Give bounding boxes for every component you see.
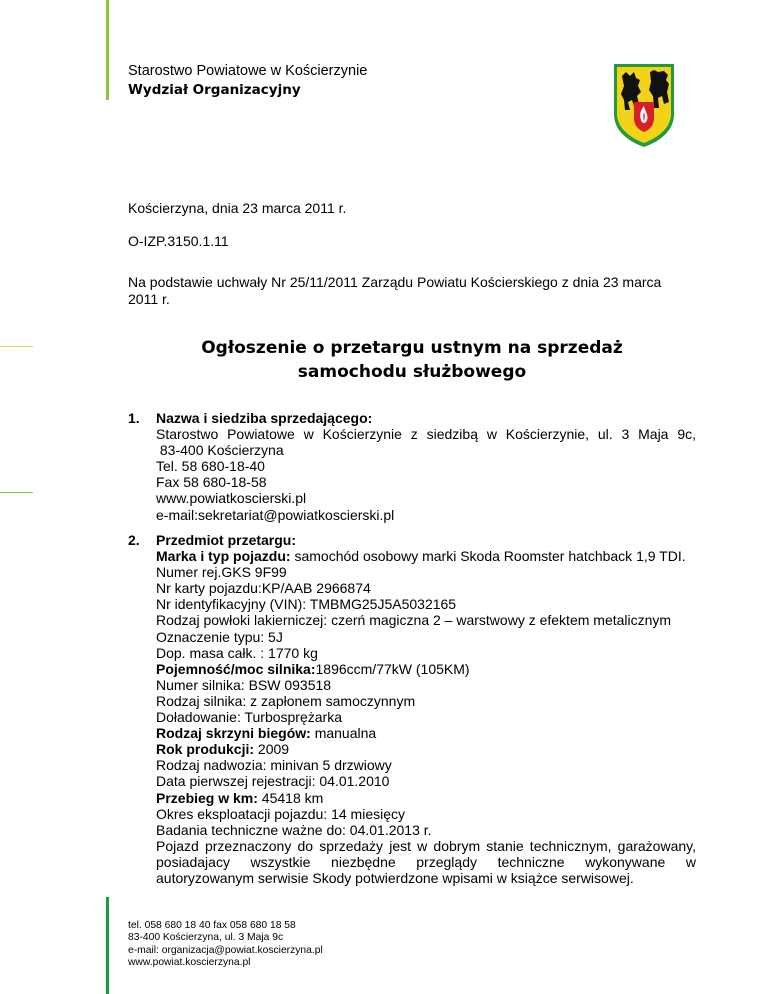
letterhead bbox=[128, 62, 367, 100]
document-date: Kościerzyna, dnia 23 marca 2011 r. bbox=[128, 200, 347, 216]
office-name: Starostwo Powiatowe w Kościerzynie bbox=[128, 63, 368, 79]
condition-line-3: autoryzowanym serwisie Skody potwierdzone wpisami w książce serwisowej. bbox=[156, 869, 634, 886]
document-title bbox=[128, 336, 696, 384]
field-label: Marka i typ pojazdu: bbox=[156, 548, 291, 565]
seller-phone: Tel. 58 680-18-40 bbox=[156, 458, 265, 475]
mileage bbox=[156, 790, 696, 806]
green-margin-bar-bottom bbox=[106, 897, 109, 994]
footer-contact bbox=[128, 920, 323, 969]
section-seller bbox=[128, 410, 696, 523]
first-registration-date: Data pierwszej rejestracji: 04.01.2010 bbox=[156, 773, 390, 790]
department-name: Wydział Organizacyjny bbox=[128, 82, 301, 98]
usage-period: Okres eksploatacji pojazdu: 14 miesięcy bbox=[156, 805, 406, 822]
engine-number: Numer silnika: BSW 093518 bbox=[156, 676, 332, 693]
section-number: 1. bbox=[128, 410, 140, 426]
condition-line-1: Pojazd przeznaczony do sprzedaży jest w dobrym stanie technicznym, garażowany, bbox=[156, 837, 696, 854]
field-label: Rok produkcji: bbox=[156, 741, 255, 758]
field-value: manualna bbox=[310, 725, 377, 742]
field-label: Pojemność/moc silnika: bbox=[156, 660, 316, 677]
fold-mark-top bbox=[0, 346, 33, 347]
title-line-1: Ogłoszenie o przetargu ustnym na sprzedaż bbox=[201, 338, 623, 358]
paint-type: Rodzaj powłoki lakierniczej: czerń magiczna 2 – warstwowy z efektem metalicznym bbox=[156, 612, 672, 629]
legal-basis: Na podstawie uchwały Nr 25/11/2011 Zarządu Powiatu Kościerskiego z dnia 23 marca 2011 r. bbox=[128, 274, 662, 307]
field-value: 45418 km bbox=[257, 789, 324, 806]
vehicle-make bbox=[156, 548, 696, 564]
footer-email: e-mail: organizacja@powiat.koscierzyna.pl bbox=[128, 944, 323, 956]
field-label: Rodzaj skrzyni biegów: bbox=[156, 725, 311, 742]
registration-number: Numer rej.GKS 9F99 bbox=[156, 564, 287, 581]
gross-mass: Dop. masa całk. : 1770 kg bbox=[156, 644, 318, 661]
fold-mark-bottom bbox=[0, 492, 33, 493]
seller-fax: Fax 58 680-18-58 bbox=[156, 474, 267, 491]
footer-website: www.powiat.koscierzyna.pl bbox=[128, 956, 251, 968]
coat-of-arms-icon bbox=[612, 62, 676, 148]
seller-address: Starostwo Powiatowe w Kościerzynie z siedzibą w Kościerzynie, ul. 3 Maja 9c, bbox=[156, 426, 696, 443]
green-margin-bar-top bbox=[106, 0, 109, 100]
field-value: 2009 bbox=[254, 741, 290, 758]
field-label: Przebieg w km: bbox=[156, 789, 258, 806]
charging-type: Doładowanie: Turbosprężarka bbox=[156, 709, 342, 726]
type-designation: Oznaczenie typu: 5J bbox=[156, 628, 283, 645]
engine-capacity bbox=[156, 661, 696, 677]
section-subject bbox=[128, 532, 696, 886]
reference-number: O-IZP.3150.1.11 bbox=[128, 233, 229, 249]
vin-number: Nr identyfikacyjny (VIN): TMBMG25J5A5032165 bbox=[156, 596, 457, 613]
production-year bbox=[156, 741, 696, 757]
footer-address: 83-400 Kościerzyna, ul. 3 Maja 9c bbox=[128, 932, 284, 944]
seller-postcode: 83-400 Kościerzyna bbox=[156, 442, 284, 459]
field-value: samochód osobowy marki Skoda Roomster hatchback 1,9 TDI. bbox=[290, 548, 686, 565]
condition-line-2: posiadajacy wszystkie niezbędne przeglądy techniczne wykonywane w bbox=[156, 853, 696, 870]
section-heading: Nazwa i siedziba sprzedającego: bbox=[156, 410, 373, 426]
section-heading: Przedmiot przetargu: bbox=[156, 532, 297, 548]
gearbox-type bbox=[156, 725, 696, 741]
field-value: 1896ccm/77kW (105KM) bbox=[315, 660, 470, 677]
engine-kind: Rodzaj silnika: z zapłonem samoczynnym bbox=[156, 692, 416, 709]
seller-email: e-mail:sekretariat@powiatkoscierski.pl bbox=[156, 506, 395, 523]
seller-website: www.powiatkoscierski.pl bbox=[156, 490, 307, 507]
body-type: Rodzaj nadwozia: minivan 5 drzwiowy bbox=[156, 757, 392, 774]
vehicle-card-number: Nr karty pojazdu:KP/AAB 2966874 bbox=[156, 580, 371, 597]
inspection-validity: Badania techniczne ważne do: 04.01.2013 r. bbox=[156, 821, 432, 838]
footer-phone: tel. 058 680 18 40 fax 058 680 18 58 bbox=[128, 920, 296, 931]
section-number: 2. bbox=[128, 532, 140, 548]
title-line-2: samochodu służbowego bbox=[297, 362, 527, 382]
